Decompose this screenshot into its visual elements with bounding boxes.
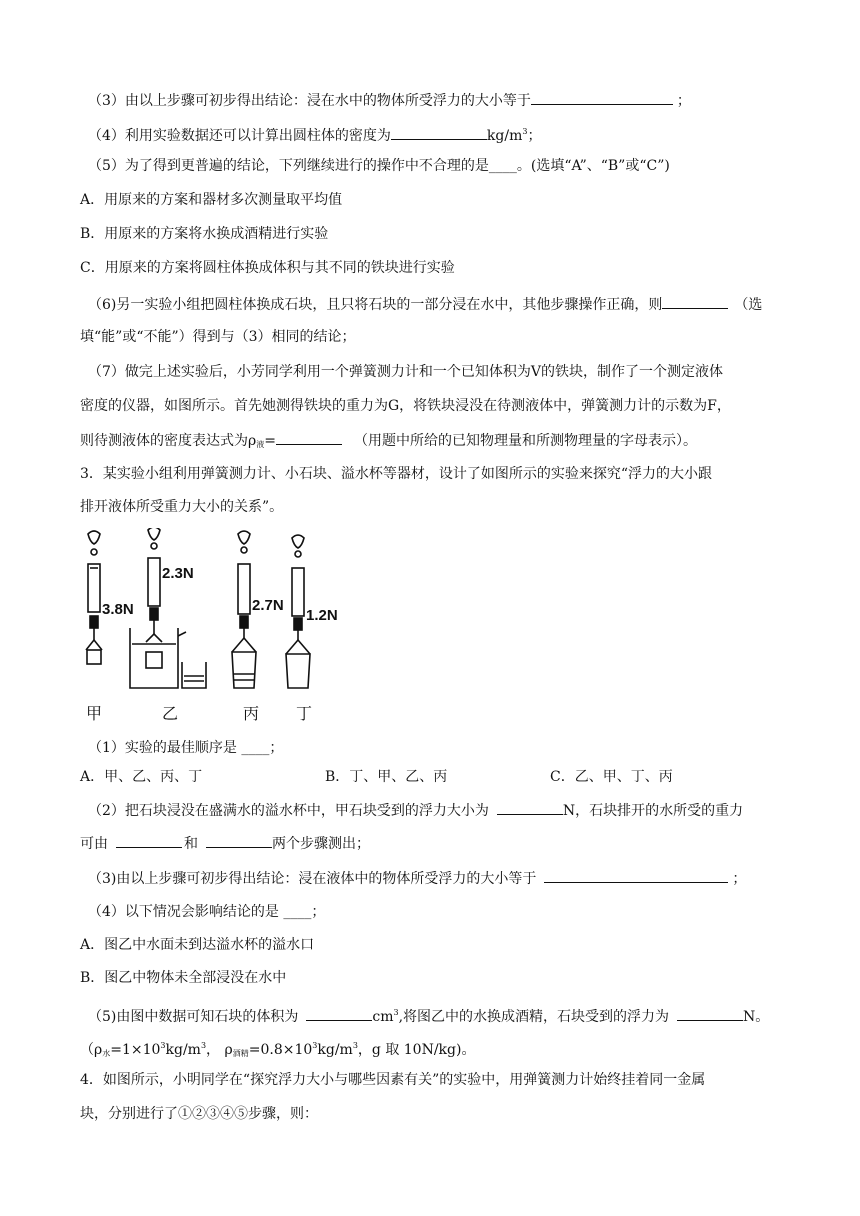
figure-label-yi: 乙 — [162, 704, 179, 723]
q6-line: （6)另一实验小组把圆柱体换成石块，且只将石块的一部分浸在水中，其他步骤操作正确，则 （选 — [88, 294, 762, 315]
p3-q4: （4）以下情况会影响结论的是 ____； — [88, 904, 326, 920]
reading-jia: 3.8N — [102, 601, 134, 618]
stone-block — [146, 652, 162, 668]
answer-blank[interactable] — [544, 868, 728, 883]
q7-line-2: 密度的仪器，如图所示。首先她测得铁块的重力为G，将铁块浸没在待测液体中，弹簧测力计的示数为F， — [80, 398, 731, 414]
q6-line-cont: 填“能”或“不能”）得到与（3）相同的结论； — [80, 329, 356, 345]
p3-q2-cont: 可由 和 两个步骤测出； — [80, 833, 370, 854]
answer-blank[interactable] — [391, 125, 487, 140]
p3-q1-option-b: B．丁、甲、乙、丙 — [325, 769, 448, 785]
p3-q3: （3)由以上步骤可初步得出结论：浸在液体中的物体所受浮力的大小等于 ； — [88, 868, 746, 889]
answer-blank[interactable] — [497, 800, 563, 815]
answer-blank[interactable] — [206, 833, 272, 848]
overflow-cup — [130, 628, 178, 688]
spring-scale-jia — [86, 531, 102, 664]
p3-q1: （1）实验的最佳顺序是 ____； — [88, 740, 284, 756]
p3-q2: （2）把石块浸没在盛满水的溢水杯中，甲石块受到的浮力大小为 N，石块排开的水所受的重力 — [88, 800, 743, 821]
q4-density-line: （4）利用实验数据还可以计算出圆柱体的密度为 $kg/m^3$； — [88, 127, 542, 144]
p3-q5-constants: （$\rho_水=1\times 10^3kg/m^3$， $\rho_{酒精}=0.8\times 10^3kg/m^3$，g 取 10N/kg)。 — [80, 1041, 476, 1058]
reading-bing: 2.7N — [252, 597, 284, 614]
experiment-figure — [74, 528, 374, 698]
answer-blank[interactable] — [306, 1006, 372, 1021]
problem-3-line-2: 排开液体所受重力大小的关系”。 — [80, 499, 284, 515]
option-b: B．用原来的方案将水换成酒精进行实验 — [80, 226, 329, 242]
q7-line-1: （7）做完上述实验后，小芳同学利用一个弹簧测力计和一个已知体积为V的铁块，制作了一个测定液体 — [88, 364, 724, 380]
figure-label-ding: 丁 — [296, 704, 313, 723]
option-c: C．用原来的方案将圆柱体换成体积与其不同的铁块进行实验 — [80, 260, 455, 276]
empty-small-cup — [286, 654, 310, 688]
p3-q4-option-b: B．图乙中物体未全部浸没在水中 — [80, 970, 287, 986]
figure-label-jia: 甲 — [86, 704, 103, 723]
p3-q1-option-c: C．乙、甲、丁、丙 — [550, 769, 673, 785]
answer-blank[interactable] — [276, 430, 342, 445]
option-a: A．用原来的方案和器材多次测量取平均值 — [80, 192, 343, 208]
spring-scale-yi — [130, 528, 206, 688]
answer-blank[interactable] — [116, 833, 182, 848]
answer-blank[interactable] — [531, 90, 673, 105]
p3-q1-option-a: A．甲、乙、丙、丁 — [80, 769, 203, 785]
answer-blank[interactable] — [662, 294, 728, 309]
problem-4-line-1: 4．如图所示，小明同学在“探究浮力大小与哪些因素有关”的实验中，用弹簧测力计始终挂着同一金属 — [80, 1072, 706, 1088]
small-cup-with-water — [232, 652, 256, 688]
reading-ding: 1.2N — [306, 607, 338, 624]
p3-q5: （5)由图中数据可知石块的体积为 $cm^3$,将图乙中的水换成酒精，石块受到的浮力为 N。 — [88, 1008, 770, 1025]
q5-line: （5）为了得到更普遍的结论，下列继续进行的操作中不合理的是____。(选填“A”、“B”或“C”) — [88, 158, 670, 174]
p3-q4-option-a: A．图乙中水面未到达溢水杯的溢水口 — [80, 937, 315, 953]
q3-conclusion-line: （3）由以上步骤可初步得出结论：浸在水中的物体所受浮力的大小等于 ； — [88, 90, 691, 111]
figure-label-bing: 丙 — [243, 704, 260, 723]
q7-line-3: 则待测液体的密度表达式为$\rho_液=$ （用题中所给的已知物理量和所测物理量的字母表示）。 — [80, 430, 697, 455]
stone-block — [87, 650, 101, 664]
answer-blank[interactable] — [677, 1006, 743, 1021]
problem-3-line-1: 3．某实验小组利用弹簧测力计、小石块、溢水杯等器材，设计了如图所示的实验来探究“浮力的大小跟 — [80, 466, 713, 482]
problem-4-line-2: 块，分别进行了①②③④⑤步骤，则： — [80, 1106, 318, 1122]
reading-yi: 2.3N — [162, 565, 194, 582]
small-cup — [182, 662, 206, 688]
